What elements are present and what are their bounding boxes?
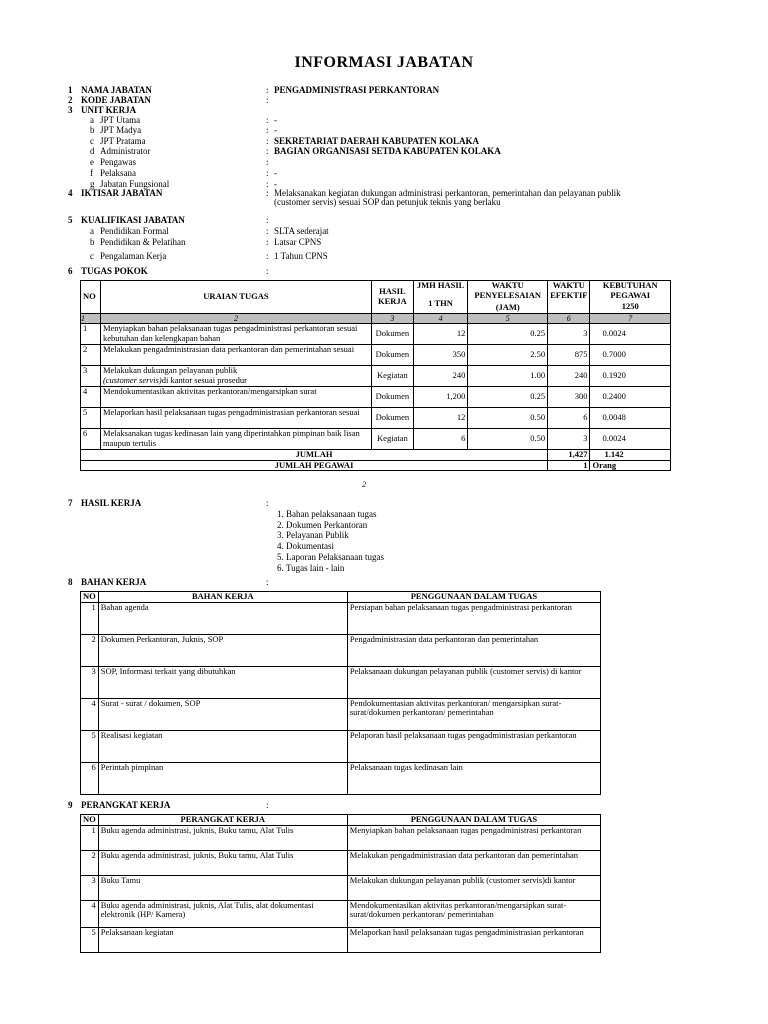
perangkat-kerja-table	[80, 814, 601, 953]
cell-perangkat: Buku agenda administrasi, juknis, Buku tamu, Alat Tulis	[98, 850, 347, 875]
cell-uraian	[100, 345, 371, 366]
unit-value: -	[274, 115, 277, 125]
field-label: NAMA JABATAN	[81, 85, 152, 95]
cell-no: 4	[81, 387, 101, 408]
unit-value: -	[274, 125, 277, 135]
tugas-pokok-table	[80, 280, 671, 471]
unit-label: Administrator	[100, 146, 151, 156]
kualifikasi-value: 1 Tahun CPNS	[274, 251, 328, 261]
unit-value: SEKRETARIAT DAERAH KABUPATEN KOLAKA	[274, 136, 479, 146]
cell-perangkat: Buku agenda administrasi, juknis, Alat Tulis, alat dokumentasi elektronik (HP/ Kamera)	[98, 900, 347, 927]
cell-pegawai: 0.0048	[590, 408, 671, 429]
unit-label: Pelaksana	[100, 168, 136, 178]
field-colon: :	[266, 266, 269, 276]
cell-uraian-italic: (customer servis)	[102, 374, 162, 385]
kualifikasi-colon: :	[266, 251, 269, 261]
cell-uraian	[100, 408, 371, 429]
cell-penggunaan: Pelaksanaan dukungan pelayanan publik (customer servis) di kantor	[347, 666, 600, 698]
header-waktu	[468, 281, 548, 314]
cell-perangkat: Buku Tamu	[98, 875, 347, 900]
cell-bahan: SOP, Informasi terkait yang dibutuhkan	[98, 666, 347, 698]
cell-waktu: 1.00	[468, 366, 548, 387]
cell-pegawai: 0.2400	[590, 387, 671, 408]
field-number: 1	[68, 85, 73, 95]
kualifikasi-value: Latsar CPNS	[274, 237, 322, 247]
unit-label: Pengawas	[100, 157, 136, 167]
list-item: 5. Laporan Pelaksanaan tugas	[286, 552, 384, 563]
header-penggunaan: PENGGUNAAN DALAM TUGAS	[347, 592, 600, 603]
unit-letter: g	[90, 179, 95, 189]
field-label: TUGAS POKOK	[81, 266, 148, 276]
unit-colon: :	[266, 179, 269, 189]
table-row	[81, 730, 601, 762]
cell-bahan: Bahan agenda	[98, 602, 347, 634]
cell-jmh: 12	[413, 408, 467, 429]
cell-waktu: 2.50	[468, 345, 548, 366]
jumlah-pegawai-value: 1	[548, 460, 590, 471]
table-row	[81, 850, 601, 875]
jumlah-row	[81, 450, 671, 461]
field-colon: :	[266, 188, 269, 198]
cell-no: 4	[81, 900, 99, 927]
cell-bahan: Realisasi kegiatan	[98, 730, 347, 762]
cell-pegawai: 0.7000	[590, 345, 671, 366]
cell-hasil: Dokumen	[371, 345, 413, 366]
header-bahan: BAHAN KERJA	[98, 592, 347, 603]
field-number: 2	[68, 95, 73, 105]
table-row	[81, 429, 671, 450]
cell-bahan: Dokumen Perkantoran, Juknis, SOP	[98, 634, 347, 666]
cell-uraian-text: Melaksanakan tugas kedinasan lain yang diperintahkan pimpinan baik lisan maupun tertulis	[102, 429, 360, 448]
field-colon: :	[266, 498, 269, 508]
kualifikasi-letter: a	[90, 226, 94, 236]
field-label: BAHAN KERJA	[81, 577, 147, 587]
kualifikasi-colon: :	[266, 226, 269, 236]
field-label: IKTISAR JABATAN	[81, 188, 163, 198]
field-number: 7	[68, 498, 73, 508]
cell-no: 3	[81, 366, 101, 387]
cell-hasil: Kegiatan	[371, 429, 413, 450]
cell-no: 2	[81, 850, 99, 875]
field-label: HASIL KERJA	[81, 498, 142, 508]
field-colon: :	[266, 577, 269, 587]
table-header-row	[81, 281, 671, 314]
cell-no: 6	[81, 429, 101, 450]
header-jmh-label: JMH HASIL	[416, 280, 465, 290]
kualifikasi-value: SLTA sederajat	[274, 226, 329, 236]
cell-uraian-text: Melakukan pengadministrasian data perkantoran dan pemerintahan sesuai	[102, 345, 355, 354]
table-row	[81, 634, 601, 666]
field-value: PENGADMINISTRASI PERKANTORAN	[274, 85, 440, 95]
field-label: PERANGKAT KERJA	[81, 800, 171, 810]
unit-value: BAGIAN ORGANISASI SETDA KABUPATEN KOLAKA	[274, 146, 501, 156]
unit-label: Jabatan Fungsional	[100, 179, 170, 189]
header-jmh-sub: 1 THN	[428, 297, 453, 308]
unit-colon: :	[266, 168, 269, 178]
field-label: UNIT KERJA	[81, 105, 137, 115]
cell-jmh: 1,200	[413, 387, 467, 408]
kualifikasi-letter: b	[90, 237, 95, 247]
field-number: 4	[68, 188, 73, 198]
unit-letter: b	[90, 125, 95, 135]
jumlah-efektif: 1,427	[548, 450, 590, 461]
cell-penggunaan: Pengadministrasian data perkantoran dan pemerintahan	[347, 634, 600, 666]
hasil-kerja-list	[268, 509, 384, 573]
header-penggunaan: PENGGUNAAN DALAM TUGAS	[347, 815, 600, 826]
cell-perangkat: Pelaksanaan kegiatan	[98, 927, 347, 952]
jumlah-pegawai-row	[81, 460, 671, 471]
ikhtisar-line-2: (customer servis) sesuai SOP dan petunjuk teknis yang berlaku	[274, 197, 501, 207]
cell-bahan: Surat - surat / dokumen, SOP	[98, 698, 347, 730]
unit-letter: e	[90, 157, 94, 167]
col-number: 1	[81, 313, 101, 324]
cell-efektif: 3	[548, 324, 590, 345]
cell-jmh: 12	[413, 324, 467, 345]
header-kebutuhan	[590, 281, 671, 314]
cell-waktu: 0.25	[468, 324, 548, 345]
cell-uraian-text: Melaporkan hasil pelaksanaan tugas pengadministrasian perkantoran sesuai	[102, 408, 360, 417]
kualifikasi-label: Pendidikan & Pelatihan	[100, 237, 186, 247]
cell-uraian-text: Menyiapkan bahan pelaksanaan tugas pengadministrasi perkantoran sesuai kebutuhan dan kelengkapan bahan	[102, 324, 358, 343]
unit-colon: :	[266, 157, 269, 167]
cell-penggunaan: Pelaporan hasil pelaksanaan tugas pengadministrasian perkantoran	[347, 730, 600, 762]
cell-no: 3	[81, 875, 99, 900]
cell-perangkat: Buku agenda administrasi, juknis, Buku tamu, Alat Tulis	[98, 825, 347, 850]
table-row	[81, 387, 671, 408]
cell-hasil: Dokumen	[371, 387, 413, 408]
cell-penggunaan: Mendokumentasikan aktivitas perkantoran/mengarsipkan surat-surat/dokumen perkantoran/ pemerintahan	[347, 900, 600, 927]
table-row	[81, 345, 671, 366]
header-jmh	[413, 281, 467, 314]
field-colon: :	[266, 215, 269, 225]
cell-penggunaan: Pelaksanaan tugas kedinasan lain	[347, 762, 600, 794]
unit-value: -	[274, 168, 277, 178]
table-header-row	[81, 815, 601, 826]
table-row	[81, 602, 601, 634]
cell-efektif: 3	[548, 429, 590, 450]
header-uraian: URAIAN TUGAS	[100, 281, 371, 314]
header-efektif: WAKTU EFEKTIF	[548, 281, 590, 314]
cell-waktu: 0.25	[468, 387, 548, 408]
kualifikasi-label: Pendidikan Formal	[100, 226, 169, 236]
col-number: 5	[468, 313, 548, 324]
cell-pegawai: 0.0024	[590, 324, 671, 345]
table-row	[81, 666, 601, 698]
table-row	[81, 408, 671, 429]
cell-efektif: 875	[548, 345, 590, 366]
bahan-kerja-table	[80, 591, 601, 795]
cell-uraian-main: Melakukan dukungan pelayanan publik	[102, 366, 238, 375]
header-perangkat: PERANGKAT KERJA	[98, 815, 347, 826]
unit-letter: c	[90, 136, 94, 146]
field-label: KODE JABATAN	[81, 95, 151, 105]
document-title: INFORMASI JABATAN	[294, 54, 474, 71]
page-number: 2	[362, 480, 366, 489]
cell-no: 6	[81, 762, 99, 794]
column-number-row	[81, 313, 671, 324]
header-hasil: HASIL KERJA	[371, 281, 413, 314]
cell-no: 2	[81, 634, 99, 666]
cell-no: 3	[81, 666, 99, 698]
col-number: 2	[100, 313, 371, 324]
table-row	[81, 366, 671, 387]
unit-label: JPT Madya	[100, 125, 142, 135]
cell-pegawai: 0.1920	[590, 366, 671, 387]
header-waktu-label: WAKTU PENYELESAIAN	[474, 280, 542, 300]
unit-letter: f	[90, 168, 93, 178]
cell-uraian-rest: di kantor sesuai prosedur	[161, 374, 247, 385]
table-row	[81, 698, 601, 730]
col-number: 7	[590, 313, 671, 324]
field-colon: :	[266, 95, 269, 105]
table-row	[81, 825, 601, 850]
kualifikasi-colon: :	[266, 237, 269, 247]
jumlah-pegawai-label: JUMLAH PEGAWAI	[81, 460, 548, 471]
cell-penggunaan: Melaporkan hasil pelaksanaan tugas pengadministrasian perkantoran	[347, 927, 600, 952]
cell-uraian-text: Mendokumentasikan aktivitas perkantoran/mengarsipkan surat	[102, 387, 317, 396]
cell-no: 5	[81, 408, 101, 429]
cell-no: 5	[81, 730, 99, 762]
cell-uraian	[100, 429, 371, 450]
col-number: 6	[548, 313, 590, 324]
col-number: 4	[413, 313, 467, 324]
list-item: 3. Pelayanan Publik	[286, 530, 384, 541]
cell-no: 2	[81, 345, 101, 366]
header-waktu-sub: (JAM)	[495, 302, 520, 312]
jumlah-pegawai-total: 1.142	[590, 450, 671, 461]
field-number: 6	[68, 266, 73, 276]
cell-hasil: Dokumen	[371, 324, 413, 345]
unit-label: JPT Pratama	[100, 136, 146, 146]
field-number: 9	[68, 800, 73, 810]
unit-label: JPT Utama	[100, 115, 141, 125]
header-no: NO	[81, 592, 99, 603]
table-header-row	[81, 592, 601, 603]
cell-penggunaan: Melakukan dukungan pelayanan publik (customer servis)di kantor	[347, 875, 600, 900]
table-row	[81, 875, 601, 900]
field-colon: :	[266, 85, 269, 95]
cell-efektif: 300	[548, 387, 590, 408]
col-number: 3	[371, 313, 413, 324]
cell-hasil: Kegiatan	[371, 366, 413, 387]
cell-no: 4	[81, 698, 99, 730]
header-kebutuhan-label: KEBUTUHAN PEGAWAI	[602, 280, 658, 300]
header-kebutuhan-sub: 1250	[621, 301, 639, 311]
unit-colon: :	[266, 136, 269, 146]
field-number: 8	[68, 577, 73, 587]
field-number: 5	[68, 215, 73, 225]
cell-no: 1	[81, 324, 101, 345]
unit-colon: :	[266, 146, 269, 156]
field-number: 3	[68, 105, 73, 115]
kualifikasi-label: Pengalaman Kerja	[100, 251, 167, 261]
cell-uraian	[100, 387, 371, 408]
cell-efektif: 240	[548, 366, 590, 387]
unit-letter: a	[90, 115, 94, 125]
cell-no: 1	[81, 602, 99, 634]
cell-jmh: 6	[413, 429, 467, 450]
table-row	[81, 900, 601, 927]
cell-penggunaan: Melakukan pengadministrasian data perkantoran dan pemerintahan	[347, 850, 600, 875]
list-item: 2. Dokumen Perkantoran	[286, 520, 384, 531]
cell-jmh: 240	[413, 366, 467, 387]
jumlah-pegawai-unit: Orang	[590, 460, 671, 471]
field-label: KUALIFIKASI JABATAN	[81, 215, 185, 225]
field-colon: :	[266, 800, 269, 810]
cell-uraian	[100, 324, 371, 345]
unit-colon: :	[266, 125, 269, 135]
cell-uraian	[100, 366, 371, 387]
cell-efektif: 6	[548, 408, 590, 429]
cell-waktu: 0.50	[468, 408, 548, 429]
cell-pegawai: 0.0024	[590, 429, 671, 450]
kualifikasi-letter: c	[90, 251, 94, 261]
list-item: 1. Bahan pelaksanaan tugas	[286, 509, 384, 520]
jumlah-label: JUMLAH	[81, 450, 548, 461]
table-row	[81, 324, 671, 345]
header-no: NO	[81, 281, 101, 314]
unit-value: -	[274, 179, 277, 189]
ikhtisar-line-1: Melaksanakan kegiatan dukungan administrasi perkantoran, pemerintahan dan pelayanan publik	[274, 188, 621, 198]
cell-penggunaan: Menyiapkan bahan pelaksanaan tugas pengadministrasi perkantoran	[347, 825, 600, 850]
cell-hasil: Dokumen	[371, 408, 413, 429]
cell-uraian-text	[103, 366, 369, 386]
cell-jmh: 350	[413, 345, 467, 366]
list-item: 6. Tugas lain - lain	[286, 563, 384, 574]
table-row	[81, 927, 601, 952]
cell-waktu: 0.50	[468, 429, 548, 450]
table-row	[81, 762, 601, 794]
cell-penggunaan: Pendokumentasian aktivitas perkantoran/ mengarsipkan surat-surat/dokumen perkantoran/ pemerintahan	[347, 698, 600, 730]
header-no: NO	[81, 815, 99, 826]
cell-no: 5	[81, 927, 99, 952]
cell-no: 1	[81, 825, 99, 850]
cell-bahan: Perintah pimpinan	[98, 762, 347, 794]
cell-penggunaan: Persiapan bahan pelaksanaan tugas pengadministrasi perkantoran	[347, 602, 600, 634]
list-item: 4. Dokumentasi	[286, 541, 384, 552]
unit-letter: d	[90, 146, 95, 156]
unit-colon: :	[266, 115, 269, 125]
